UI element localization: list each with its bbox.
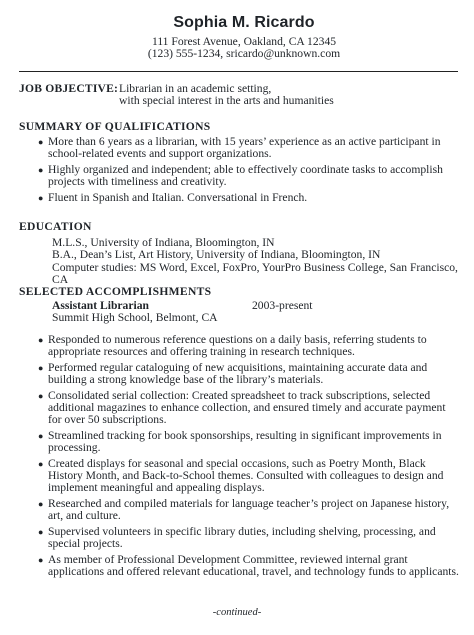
education-line: Computer studies: MS Word, Excel, FoxPro, YourPro Business College, San Francisco, CA (52, 260, 458, 286)
list-item-text: Responded to numerous reference questions on a daily basis, referring students to appropriate resources and offering training in research techniques. (48, 333, 427, 359)
education-line: B.A., Dean’s List, Art History, University of Indiana, Bloomington, IN (52, 248, 381, 262)
list-item (19, 362, 459, 386)
list-item (19, 192, 459, 204)
bullet-icon: ● (38, 430, 44, 441)
objective-line: with special interest in the arts and humanities (119, 94, 334, 108)
continued-note: -continued- (212, 607, 262, 618)
section-title-summary: SUMMARY OF QUALIFICATIONS (19, 120, 211, 133)
list-item (19, 136, 459, 160)
list-item-text: Performed regular cataloguing of new acquisitions, maintaining accurate data and building a strong knowledge base of the library’s materials. (48, 360, 428, 387)
section-title-education: EDUCATION (19, 220, 92, 233)
job-heading (19, 300, 459, 325)
summary-list (19, 136, 459, 204)
objective-label: JOB OBJECTIVE: (19, 82, 119, 95)
employer: Summit High School, Belmont, CA (52, 311, 218, 325)
bullet-icon: ● (38, 362, 44, 373)
list-item-text: Supervised volunteers in specific library duties, including shelving, processing, and special projects. (48, 524, 436, 550)
bullet-icon: ● (38, 498, 44, 509)
list-item-text: Consolidated serial collection: Created spreadsheet to track subscriptions, selected additional magazines to enhance collection, and ensured timely and accurate payment for over 50 subscriptions. (48, 388, 446, 427)
phone-email-line: (123) 555-1234, sricardo@unknown.com (147, 47, 341, 61)
list-item (19, 390, 459, 426)
list-item (19, 526, 459, 550)
list-item-text: Created displays for seasonal and special occasions, such as Poetry Month, Black History Month, and Back-to-School themes. Consulted with colleagues to design and implement meaningful and appealing displays. (48, 456, 444, 495)
bullet-icon: ● (38, 458, 44, 469)
list-item (19, 164, 459, 188)
list-item (19, 430, 459, 454)
list-item (19, 498, 459, 522)
accomplishments-section (19, 285, 459, 582)
bullet-icon: ● (38, 390, 44, 401)
bullet-icon: ● (38, 526, 44, 537)
bullet-icon: ● (38, 335, 44, 345)
bullet-icon: ● (38, 192, 44, 203)
list-item-text: Researched and compiled materials for language teacher’s project on Japanese history, art, and culture. (48, 496, 450, 522)
education-section (19, 220, 459, 286)
list-item-text: Streamlined tracking for book sponsorships, resulting in significant improvements in processing. (48, 428, 442, 455)
job-title: Assistant Librarian (52, 299, 149, 312)
bullet-icon: ● (38, 164, 44, 175)
list-item-text: More than 6 years as a librarian, with 15 years’ experience as an active participant in school-related events and support organizations. (48, 135, 441, 161)
list-item-text: As member of Professional Development Committee, reviewed internal grant applications and offered relevant educational, travel, and technology funds to applicants. (48, 552, 459, 578)
education-list (19, 237, 459, 286)
list-item-text: Fluent in Spanish and Italian. Conversational in French. (48, 190, 308, 204)
bullet-icon: ● (38, 554, 44, 565)
list-item (19, 554, 459, 578)
objective-line: Librarian in an academic setting, (119, 82, 272, 95)
candidate-name: Sophia M. Ricardo (173, 14, 315, 31)
resume-header (0, 14, 474, 61)
list-item (19, 334, 459, 358)
section-title-accomplishments: SELECTED ACCOMPLISHMENTS (19, 285, 212, 298)
list-item (19, 458, 459, 494)
accomplishments-list (19, 334, 459, 578)
bullet-icon: ● (38, 137, 44, 147)
summary-section (19, 120, 459, 208)
education-line: M.L.S., University of Indiana, Bloomington, IN (52, 236, 275, 249)
job-dates: 2003-present (252, 299, 313, 312)
objective-text (119, 83, 334, 108)
address-line: 111 Forest Avenue, Oakland, CA 12345 (151, 35, 337, 48)
list-item-text: Highly organized and independent; able to effectively coordinate tasks to accomplish projects with timeliness and creativity. (48, 162, 443, 189)
header-divider (19, 71, 458, 72)
